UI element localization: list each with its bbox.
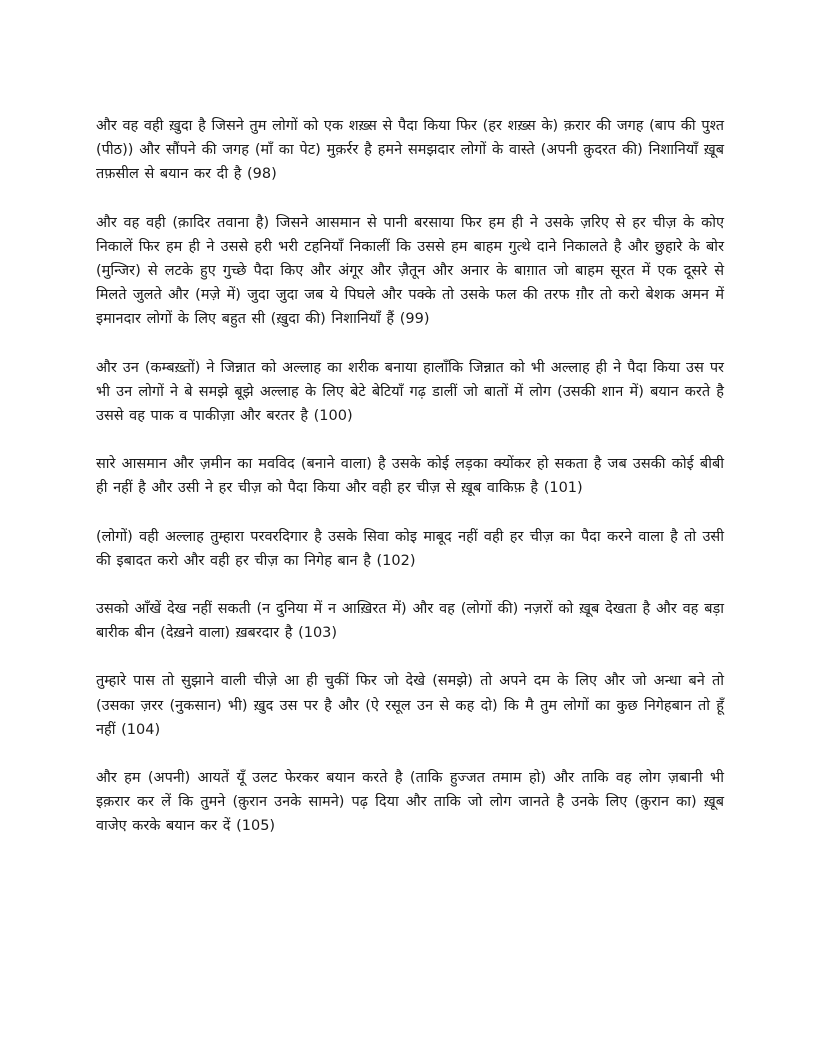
verse-paragraph-102: (लोगों) वही अल्लाह तुम्हारा परवरदिगार है उसके सिवा कोइ माबूद नहीं वही हर चीज़ का पैदा करने वाला है तो उसी की इबादत करो और वही हर चीज़ का निगेह बान है (102) bbox=[96, 528, 724, 569]
verse-paragraph-103: उसको आँखें देख नहीं सकती (न दुनिया में न आख़िरत में) और वह (लोगों की) नज़रों को ख़ूब देखता है और वह बड़ा बारीक बीन (देख़ने वाला) ख़बरदार है (103) bbox=[96, 601, 724, 642]
verse-paragraph-101: सारे आसमान और ज़मीन का मवविद (बनाने वाला) है उसके कोई लड़का क्योंकर हो सकता है जब उसकी कोई बीबी ही नहीं है और उसी ने हर चीज़ को पैदा किया और वही हर चीज़ से ख़ूब वाकिफ़ है (101) bbox=[96, 456, 724, 497]
verse-paragraph-104: तुम्हारे पास तो सुझाने वाली चीज़े आ ही चुकीं फिर जो देखे (समझे) तो अपने दम के लिए और जो अन्धा बने तो (उसका ज़रर (नुकसान) भी) ख़ुद उस पर है और (ऐ रसूल उन से कह दो) कि मै तुम लोगों का कुछ निगेहबान तो हूँ नहीं (104) bbox=[96, 673, 724, 738]
verse-paragraph-105: और हम (अपनी) आयतें यूँ उलट फेरकर बयान करते है (ताकि हुज्जत तमाम हो) और ताकि वह लोग ज़बानी भी इक़रार कर लें कि तुमने (क़ुरान उनके सामने) पढ़ दिया और ताकि जो लोग जानते है उनके लिए (क़ुरान का) ख़ूब वाजेए करके बयान कर दें (105) bbox=[96, 770, 724, 835]
verse-paragraph-99: और वह वही (क़ादिर तवाना है) जिसने आसमान से पानी बरसाया फिर हम ही ने उसके ज़रिए से हर चीज़ के कोए निकालें फिर हम ही ने उससे हरी भरी टहनियाँ निकालीं कि उससे हम बाहम गुत्थे दाने निकालते है और छुहारे के बोर (मुन्जिर) से लटके हुए गुच्छे पैदा किए और अंगूर और ज़ैतून और अनार के बाग़ात जो बाहम सूरत में एक दूसरे से मिलते जुलते और (मज़े में) जुदा जुदा जब ये पिघले और पक्के तो उसके फल की तरफ ग़ौर तो करो बेशक अमन में इमानदार लोगों के लिए बहुत सी (ख़ुदा की) निशानियाँ हैं (99) bbox=[96, 214, 724, 328]
verse-paragraph-98: और वह वही ख़ुदा है जिसने तुम लोगों को एक शख़्स से पैदा किया फिर (हर शख़्स के) क़रार की जगह (बाप की पुश्त (पीठ)) और सौंपने की जगह (माँ का पेट) मुक़र्रर है हमने समझदार लोगों के वास्ते (अपनी क़ुदरत की) निशानियाँ ख़ूब तफ़सील से बयान कर दी है (98) bbox=[96, 118, 724, 183]
document-page bbox=[96, 114, 724, 863]
verse-paragraph-100: और उन (कम्बख़्तों) ने जिन्नात को अल्लाह का शरीक बनाया हालाँकि जिन्नात को भी अल्लाह ही ने पैदा किया उस पर भी उन लोगों ने बे समझे बूझे अल्लाह के लिए बेटे बेटियाँ गढ़ डालीं जो बातों में लोग (उसकी शान में) बयान करते है उससे वह पाक व पाकीज़ा और बरतर है (100) bbox=[96, 359, 724, 425]
